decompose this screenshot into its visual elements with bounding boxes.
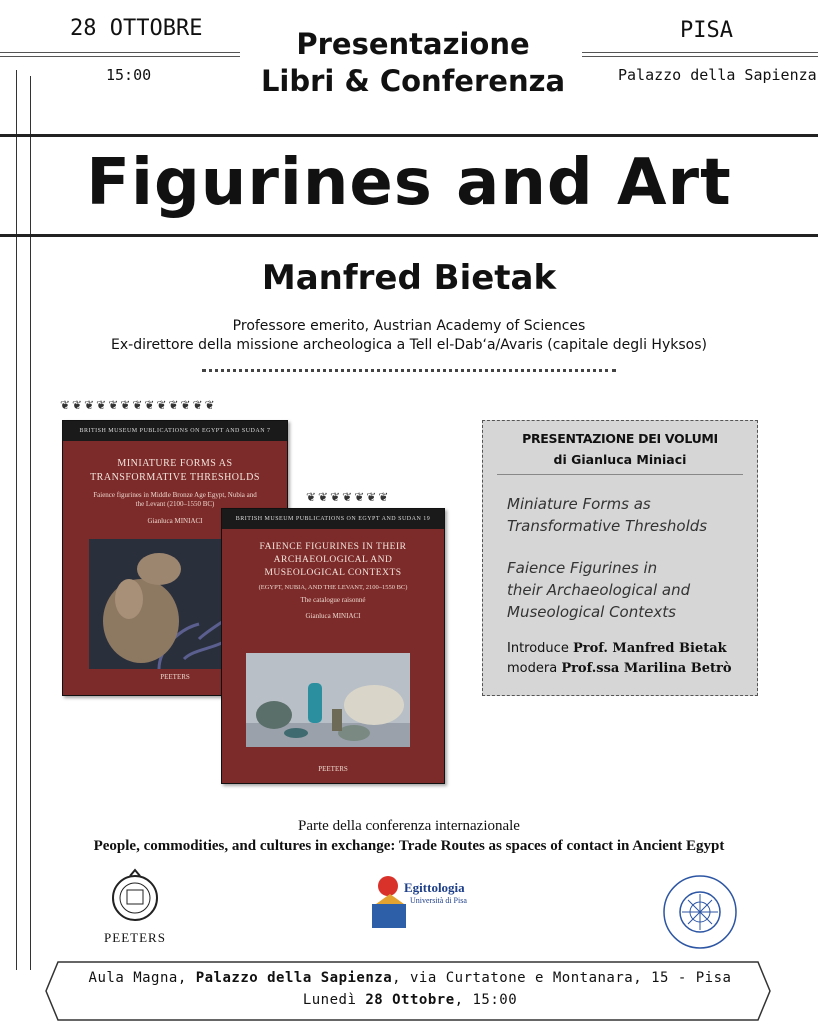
book1-title: MINIATURE FORMS AS TRANSFORMATIVE THRESHOLDS xyxy=(90,458,260,483)
peeters-logo-text: PEETERS xyxy=(104,930,166,945)
footer-time: , 15:00 xyxy=(454,992,518,1008)
event-type-line2: Libri & Conferenza xyxy=(260,64,566,98)
conference-intro: Parte della conferenza internazionale xyxy=(298,818,520,834)
book1-series: BRITISH MUSEUM PUBLICATIONS ON EGYPT AND SUDAN 7 xyxy=(63,421,287,441)
speaker-role-2: Ex-direttore della missione archeologica a Tell el-Dab‘a/Avaris (capitale degli Hyksos) xyxy=(111,337,707,353)
speaker-name: Manfred Bietak xyxy=(261,258,557,298)
presentation-rule xyxy=(497,474,743,475)
seal-icon xyxy=(660,872,740,952)
footer-address: , via Curtatone e Montanara, 15 - Pisa xyxy=(392,970,732,986)
header-time: 15:00 xyxy=(106,66,152,84)
university-seal xyxy=(660,872,740,952)
volume-1-line-2: Transformative Thresholds xyxy=(507,517,708,535)
header-right-rule xyxy=(582,52,818,57)
volume-2-title xyxy=(507,557,757,623)
book2-subtitle-2: The catalogue raisonné xyxy=(300,596,366,604)
book2-title: FAIENCE FIGURINES IN THEIR ARCHAEOLOGICAL AND MUSEOLOGICAL CONTEXTS xyxy=(259,542,407,578)
book2-series: BRITISH MUSEUM PUBLICATIONS ON EGYPT AND SUDAN 19 xyxy=(222,509,444,529)
book2-figurines-image xyxy=(246,653,410,747)
egittologia-title: Egittologia xyxy=(404,880,465,895)
presentation-heading-1: PRESENTAZIONE DEI VOLUMI xyxy=(522,431,718,446)
event-type-line1: Presentazione xyxy=(296,27,530,61)
book1-subtitle: Faience figurines in Middle Bronze Age Egypt, Nubia and the Levant (2100–1550 BC) xyxy=(93,491,257,508)
footer-line-1 xyxy=(60,970,760,986)
ornament-row-1: ❦❦❦❦❦❦❦❦❦❦❦❦❦ xyxy=(60,398,217,412)
footer-date: 28 Ottobre xyxy=(365,992,455,1008)
book1-publisher: PEETERS xyxy=(160,673,190,681)
book2-photo xyxy=(246,653,410,747)
moderator-name: Prof.ssa Marilina Betrò xyxy=(561,661,732,676)
dotted-divider xyxy=(202,369,616,372)
moderator-prefix: modera xyxy=(507,661,562,676)
speaker-role-1: Professore emerito, Austrian Academy of Sciences xyxy=(232,318,586,334)
volume-2-line-2: their Archaeological and xyxy=(507,581,691,599)
event-type xyxy=(240,26,586,100)
book2-publisher: PEETERS xyxy=(318,765,348,773)
footer-hall: Aula Magna, xyxy=(88,970,196,986)
presentation-box xyxy=(482,420,758,696)
book2-subtitle: (EGYPT, NUBIA, AND THE LEVANT, 2100–1550 BC) xyxy=(258,584,408,591)
book-cover-2 xyxy=(221,508,445,784)
ornament-row-2: ❦❦❦❦❦❦❦ xyxy=(306,490,391,504)
volume-1-title xyxy=(507,493,757,537)
moderator-line xyxy=(507,659,757,679)
conference-title: People, commodities, and cultures in exchange: Trade Routes as spaces of contact in Ancient Egypt xyxy=(93,838,725,854)
title-top-rule xyxy=(0,134,818,137)
footer-day: Lunedì xyxy=(302,992,366,1008)
egittologia-subtitle: Università di Pisa xyxy=(410,896,467,905)
peeters-emblem-icon xyxy=(100,868,170,926)
book2-author: Gianluca MINIACI xyxy=(305,612,361,620)
peeters-logo xyxy=(100,868,170,946)
header-city: PISA xyxy=(680,18,733,43)
book1-author: Gianluca MINIACI xyxy=(147,517,203,525)
header-date: 28 OTTOBRE xyxy=(70,16,203,41)
header-left-rule xyxy=(0,52,240,57)
volume-1-line-1: Miniature Forms as xyxy=(507,495,651,513)
main-title: Figurines and Art xyxy=(86,146,732,220)
volume-2-line-3: Museological Contexts xyxy=(507,603,676,621)
title-bottom-rule xyxy=(0,234,818,237)
introducer-prefix: Introduce xyxy=(507,641,573,656)
footer-palace: Palazzo della Sapienza xyxy=(195,970,393,986)
introducer-line xyxy=(507,639,757,659)
footer-line-2 xyxy=(60,992,760,1008)
volume-2-line-1: Faience Figurines in xyxy=(507,559,658,577)
egittologia-logo xyxy=(370,874,500,938)
header-venue: Palazzo della Sapienza xyxy=(618,66,817,84)
presentation-heading-2: di Gianluca Miniaci xyxy=(553,452,687,467)
introducer-name: Prof. Manfred Bietak xyxy=(572,641,727,656)
